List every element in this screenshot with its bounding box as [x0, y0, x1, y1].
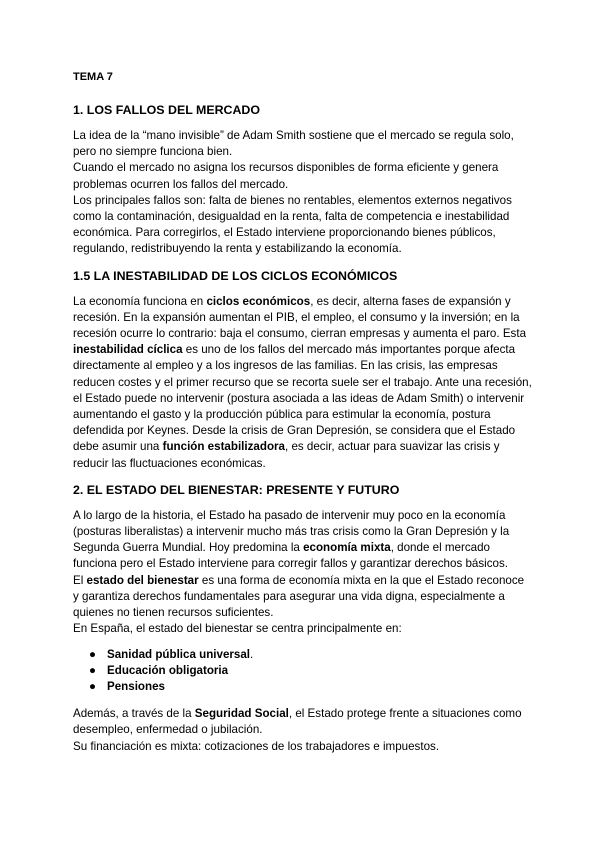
paragraph — [73, 573, 533, 622]
paragraph: Los principales fallos son: falta de bienes no rentables, elementos externos negativos como la contaminación, desigualdad en la renta, falta de competencia e inestabilidad económica. Para corregirlos, el Estado interviene proporcionando bienes públicos, regulando, redistribuyendo la renta y estabilizando la economía. — [73, 193, 512, 256]
paragraph: Cuando el mercado no asigna los recursos disponibles de forma eficiente y genera problemas ocurren los fallos del mercado. — [73, 161, 499, 191]
text-run: , donde el mercado funciona pero el Estado interviene para corregir fallos y garantizar derechos básicos. — [73, 541, 509, 571]
bold-term: Seguridad Social — [194, 707, 289, 721]
list-item-label: Sanidad pública universal — [107, 648, 251, 662]
bold-term: estado del bienestar — [86, 573, 199, 587]
list-item — [89, 647, 533, 663]
paragraph: La idea de la “mano invisible” de Adam Smith sostiene que el mercado se regula solo, pero no siempre funciona bien. — [73, 129, 514, 159]
bold-term: ciclos económicos — [206, 294, 311, 308]
document-page — [73, 70, 533, 765]
bullet-icon: ● — [89, 679, 97, 693]
text-run: es una forma de economía mixta en la que el Estado reconoce y garantiza derechos fundamentales para asegurar una vida digna, especialmente a quienes no tienen recursos suficientes. — [73, 573, 525, 620]
paragraph — [73, 706, 533, 738]
section-market-failures — [73, 102, 533, 258]
list-item-suffix: . — [250, 648, 254, 662]
list-item-label: Educación obligatoria — [107, 664, 229, 678]
bold-term: inestabilidad cíclica — [73, 343, 183, 357]
text-run: es uno de los fallos del mercado más importantes porque afecta directamente al empleo y a los ingresos de las familias. En las crisis, las empresas reducen costes y el primer recurso que se recorta suele ser el trabajo. Ante una recesión, el Estado puede no intervenir (postura asociada a las ideas de Adam Smith) o intervenir aumentando el gasto y la producción pública para estimular la economía, postura defendida por Keynes. Desde la crisis de Gran Depresión, se considera que el Estado debe asumir una — [73, 343, 532, 454]
text-run: A lo largo de la historia, el Estado ha pasado de intervenir muy poco en la economía (posturas liberalistas) a intervenir mucho más tras crisis como la Gran Depresión y la Segunda Guerra Mundial. Hoy predomina la — [73, 508, 510, 555]
text-run: La economía funciona en — [73, 294, 207, 308]
paragraph: En España, el estado del bienestar se centra principalmente en: — [73, 622, 402, 636]
paragraph — [73, 294, 533, 472]
bullet-icon: ● — [89, 664, 97, 678]
text-run: Además, a través de la — [73, 707, 195, 721]
bold-term: economía mixta — [303, 541, 391, 555]
section-heading: 2. EL ESTADO DEL BIENESTAR: PRESENTE Y FUTURO — [73, 482, 400, 497]
list-item-label: Pensiones — [107, 679, 165, 693]
bold-term: función estabilizadora — [162, 440, 285, 454]
text-run: El — [73, 573, 87, 587]
section-welfare-state — [73, 482, 533, 755]
section-economic-cycles — [73, 268, 533, 472]
paragraph: Su financiación es mixta: cotizaciones de los trabajadores e impuestos. — [73, 739, 440, 753]
list-item — [89, 663, 533, 679]
section-heading: 1. LOS FALLOS DEL MERCADO — [73, 103, 261, 117]
text-run: , es decir, alterna fases de expansión y recesión. En la expansión aumentan el PIB, el empleo, el consumo y la inversión; en la recesión ocurre lo contrario: baja el consumo, cierran empresas y aumenta el paro. Esta — [73, 294, 527, 341]
paragraph — [73, 508, 533, 573]
section-heading: 1.5 LA INESTABILIDAD DE LOS CICLOS ECONÓMICOS — [73, 268, 398, 283]
text-run: , el Estado protege frente a situaciones como desempleo, enfermedad o jubilación. — [73, 707, 522, 737]
topic-label: TEMA 7 — [73, 71, 113, 83]
bullet-icon: ● — [89, 648, 97, 662]
bullet-list — [73, 647, 533, 694]
text-run: , es decir, actuar para suavizar las crisis y reducir las fluctuaciones económicas. — [73, 440, 500, 470]
list-item — [89, 679, 533, 695]
